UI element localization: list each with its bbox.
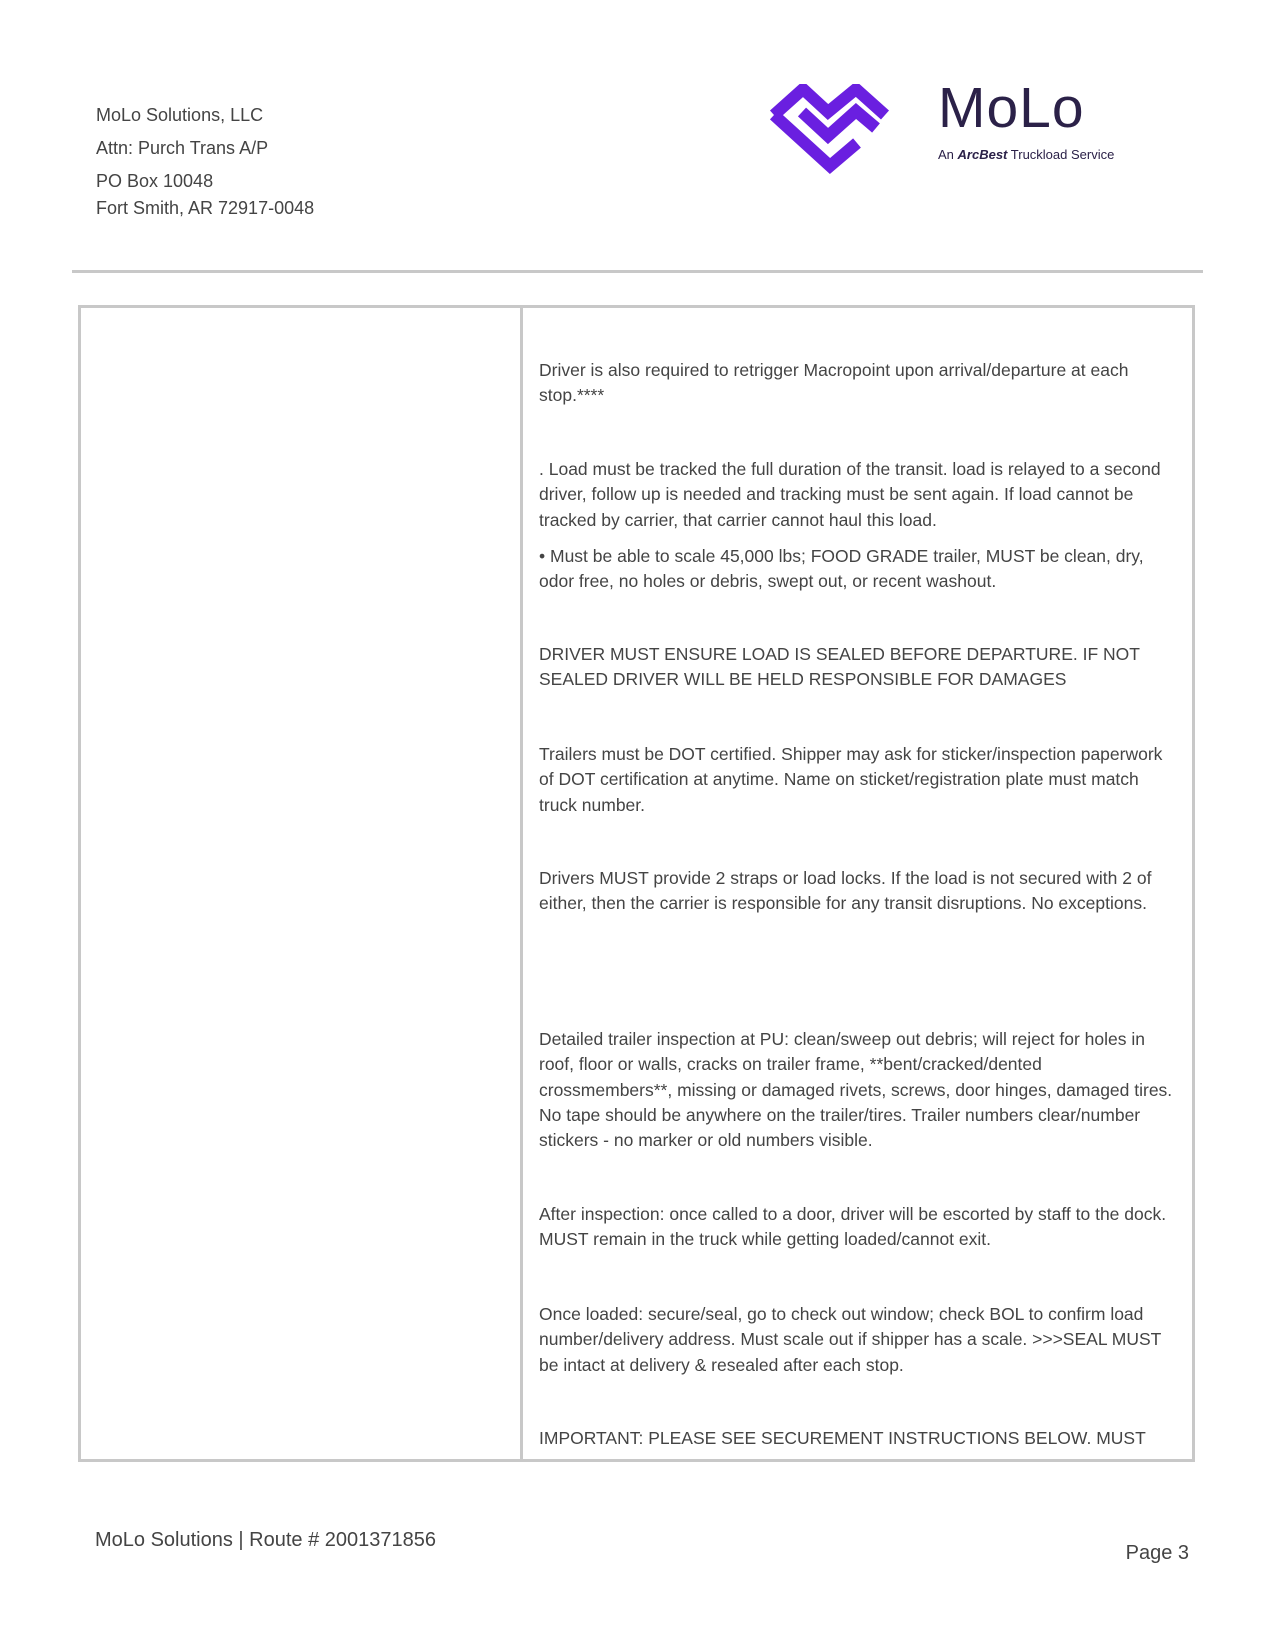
- instruction-paragraph: Trailers must be DOT certified. Shipper may ask for sticker/inspection paperwork of DOT certification at anytime. Name on sticket/registration plate must match truck number.: [539, 744, 1163, 815]
- instruction-paragraph: . Load must be tracked the full duration of the transit. load is relayed to a second driver, follow up is needed and tracking must be sent again. If load cannot be tracked by carrier, that carrier cannot haul this load.: [539, 459, 1161, 530]
- address-line-company: MoLo Solutions, LLC: [96, 105, 264, 125]
- address-line-city: Fort Smith, AR 72917-0048: [96, 198, 315, 218]
- logo-wordmark: MoLo: [938, 76, 1085, 140]
- instruction-paragraph: Drivers MUST provide 2 straps or load locks. If the load is not secured with 2 of either, then the carrier is responsible for any transit disruptions. No exceptions.: [539, 868, 1152, 914]
- footer-route: MoLo Solutions | Route # 2001371856: [95, 1529, 437, 1551]
- molo-diamond-mark-icon: [766, 84, 916, 176]
- instruction-paragraph: Driver is also required to retrigger Macropoint upon arrival/departure at each stop.****: [539, 360, 1129, 406]
- table-left-column: [81, 308, 523, 1459]
- instruction-paragraph: • Must be able to scale 45,000 lbs; FOOD GRADE trailer, MUST be clean, dry, odor free, no holes or debris, swept out, or recent washout.: [539, 546, 1144, 592]
- header-divider: [72, 270, 1203, 273]
- instructions-table: [78, 305, 1195, 1462]
- instruction-paragraph: DRIVER MUST ENSURE LOAD IS SEALED BEFORE DEPARTURE. IF NOT SEALED DRIVER WILL BE HELD RESPONSIBLE FOR DAMAGES: [539, 644, 1140, 690]
- address-line-pobox: PO Box 10048: [96, 171, 214, 191]
- logo-tagline: [938, 147, 1114, 163]
- molo-logo: [778, 76, 1138, 176]
- instruction-paragraph: Detailed trailer inspection at PU: clean/sweep out debris; will reject for holes in roof, floor or walls, cracks on trailer frame, **bent/cracked/dented crossmembers**, missing or damaged rivets, screws, door hinges, damaged tires. No tape should be anywhere on the trailer/tires. Trailer numbers clear/number stickers - no marker or old numbers visible.: [539, 1029, 1173, 1151]
- logo-tagline-brand: ArcBest: [957, 147, 1008, 162]
- instruction-paragraph: Once loaded: secure/seal, go to check out window; check BOL to confirm load number/delivery address. Must scale out if shipper has a scale. >>>SEAL MUST be intact at delivery & resealed after each stop.: [539, 1304, 1162, 1375]
- address-line-attn: Attn: Purch Trans A/P: [96, 138, 269, 158]
- table-right-column: [523, 308, 1192, 1459]
- logo-tagline-prefix: An: [938, 147, 954, 162]
- footer-page-number: Page 3: [1125, 1542, 1189, 1564]
- instruction-paragraph: IMPORTANT: PLEASE SEE SECUREMENT INSTRUCTIONS BELOW. MUST: [539, 1428, 1146, 1448]
- logo-tagline-suffix: Truckload Service: [1010, 147, 1115, 162]
- instruction-paragraph: After inspection: once called to a door, driver will be escorted by staff to the dock. MUST remain in the truck while getting loaded/cannot exit.: [539, 1204, 1167, 1250]
